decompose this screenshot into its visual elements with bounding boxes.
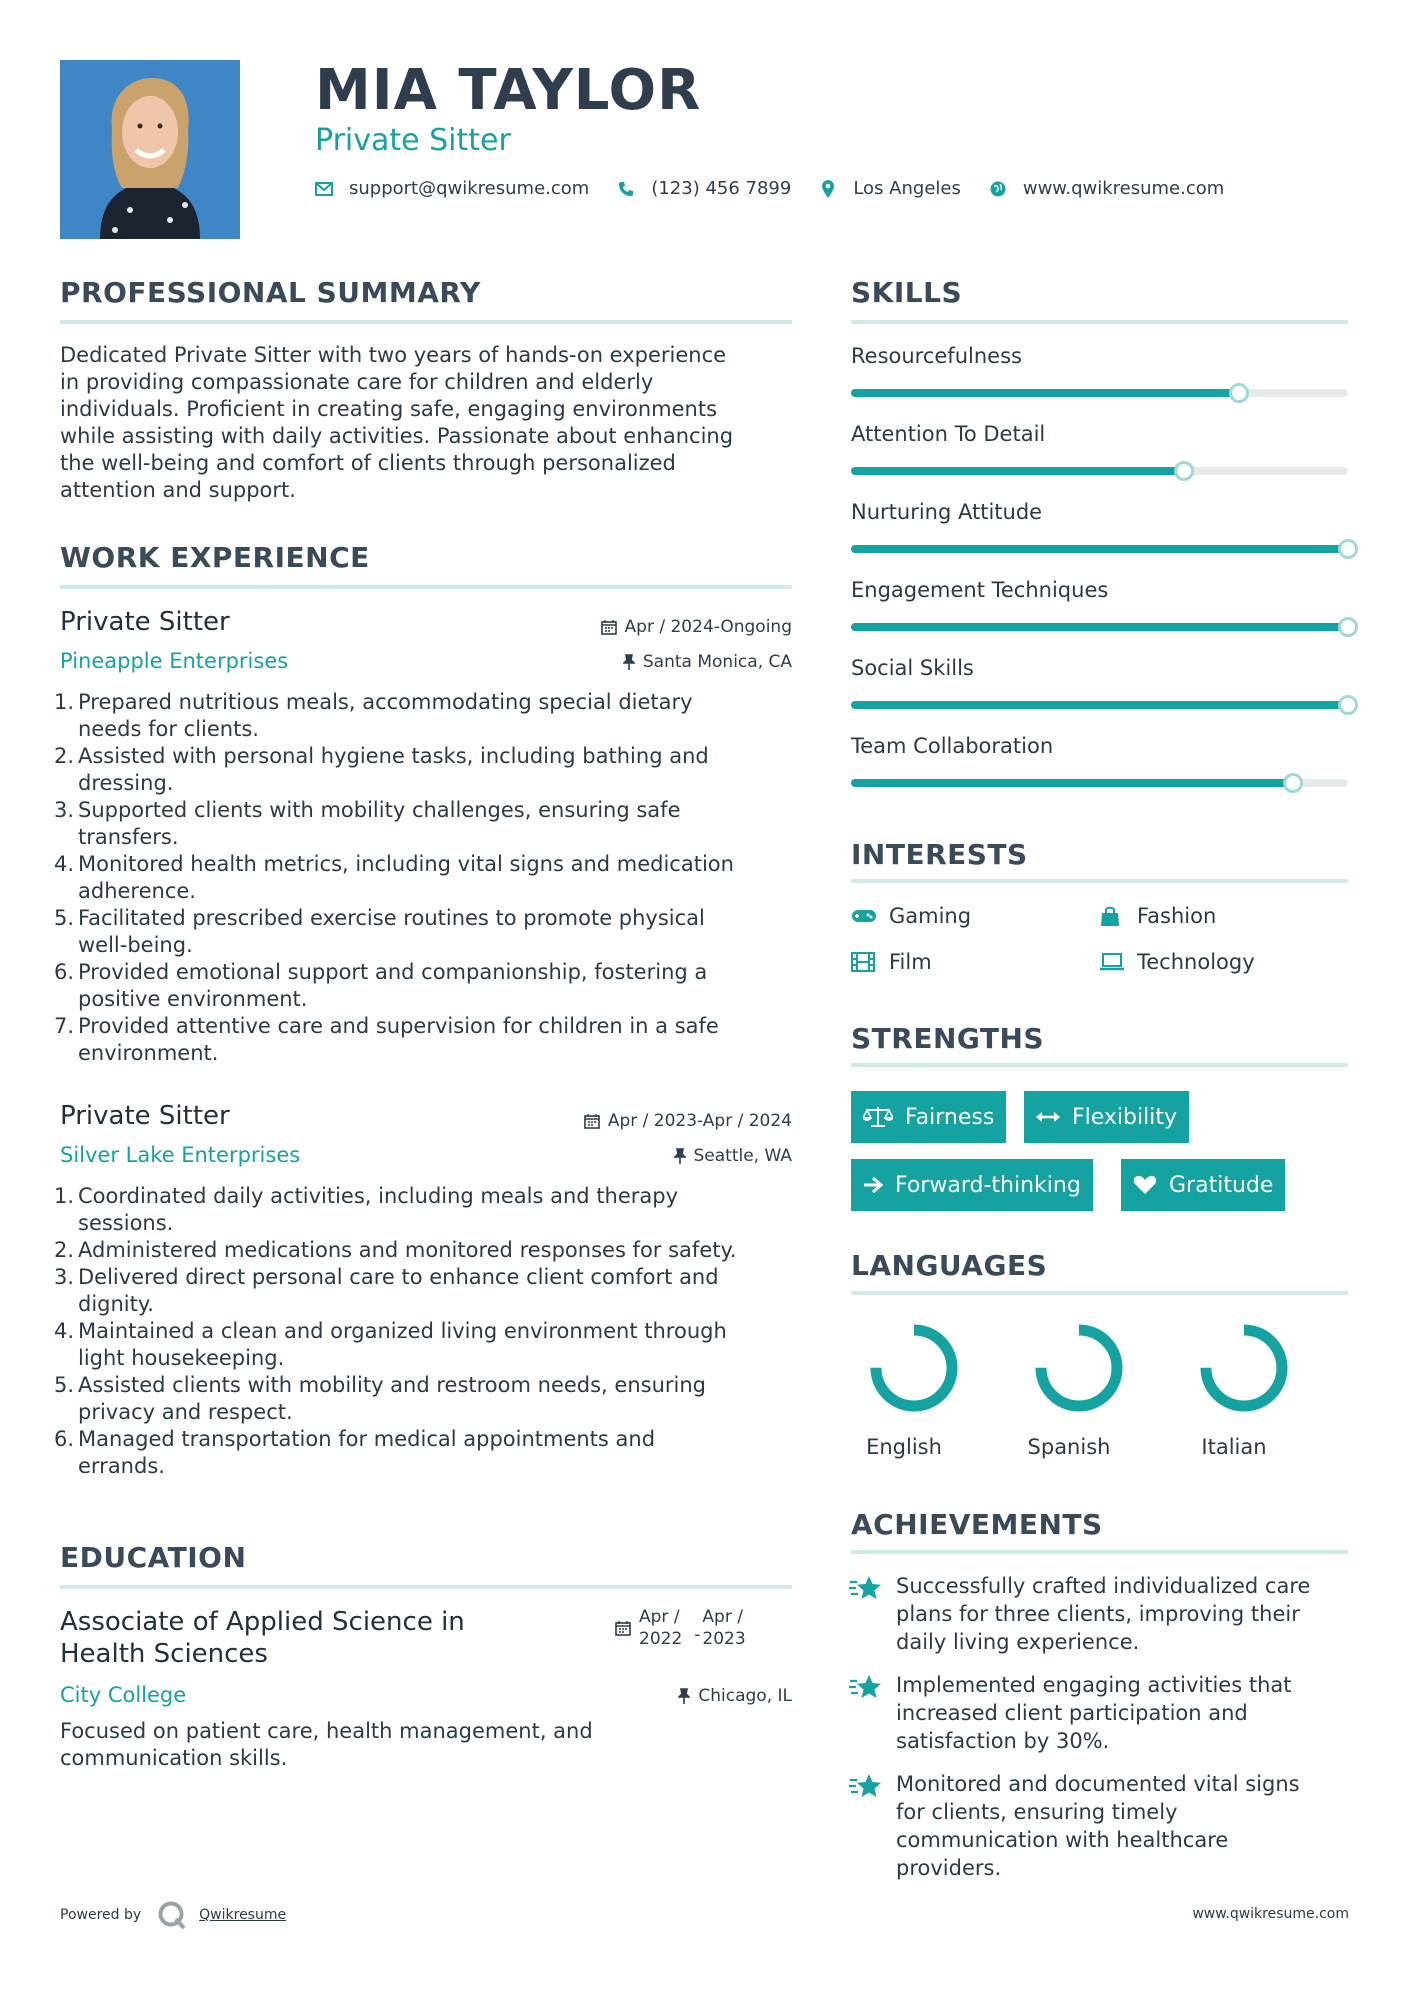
interest-label: Fashion	[1137, 904, 1217, 928]
description-line: Focused on patient care, health management, and	[60, 1719, 593, 1743]
candidate-role: Private Sitter	[315, 123, 511, 158]
job-company: Silver Lake Enterprises	[60, 1143, 301, 1167]
list-item: 3. Delivered direct personal care to enhance client comfort and dignity.	[54, 1265, 719, 1316]
qwikresume-link[interactable]: Qwikresume	[199, 1907, 287, 1923]
summary-line: individuals. Proficient in creating safe, engaging environments	[60, 397, 718, 421]
language-ring	[1164, 1318, 1304, 1422]
language-label: Italian	[1201, 1435, 1267, 1459]
contact-email[interactable]: support@qwikresume.com	[349, 178, 590, 199]
list-item: 4. Maintained a clean and organized living environment through light housekeeping.	[54, 1319, 727, 1370]
contact-bar	[315, 178, 1252, 199]
skill-bar-fill	[851, 623, 1348, 631]
skill-bar	[851, 779, 1348, 787]
list-item: 5. Assisted clients with mobility and restroom needs, ensuring privacy and respect.	[54, 1373, 706, 1424]
skill-bar	[851, 545, 1348, 553]
achievement-line: daily living experience.	[896, 1630, 1140, 1654]
contact-location: Los Angeles	[853, 178, 961, 199]
strength-label: Forward-thinking	[895, 1172, 1081, 1198]
job-title: Private Sitter	[60, 607, 230, 637]
education-heading: EDUCATION	[60, 1541, 247, 1574]
interest-item	[851, 902, 971, 930]
skill-label: Resourcefulness	[851, 344, 1022, 368]
summary-line: while assisting with daily activities. Passionate about enhancing	[60, 424, 734, 448]
summary-text	[60, 342, 800, 504]
skill-bar-knob	[1338, 539, 1358, 559]
balance-scale-icon	[863, 1106, 893, 1128]
interests-divider	[851, 879, 1348, 883]
star-icon	[849, 1673, 883, 1703]
job-location-text: Santa Monica, CA	[642, 652, 792, 672]
skill-bar	[851, 701, 1348, 709]
language-ring-arc	[1206, 1330, 1282, 1406]
strengths-divider	[851, 1063, 1348, 1067]
achievement-line: Implemented engaging activities that	[896, 1673, 1292, 1697]
pushpin-icon	[678, 1688, 690, 1704]
education-date-separator: -	[694, 1625, 701, 1645]
achievements-divider	[851, 1550, 1348, 1554]
qwikresume-logo-icon	[157, 1900, 187, 1930]
achievement-line: providers.	[896, 1856, 1002, 1880]
skill-bar-knob	[1338, 617, 1358, 637]
education-divider	[60, 1585, 792, 1589]
job-dates-text: Apr / 2023-Apr / 2024	[607, 1111, 792, 1131]
summary-heading: PROFESSIONAL SUMMARY	[60, 276, 481, 309]
degree-line: Associate of Applied Science in	[60, 1607, 465, 1637]
skill-bar-fill	[851, 467, 1184, 475]
language-label: Spanish	[1027, 1435, 1111, 1459]
job-location	[500, 1145, 792, 1167]
skill-bar-fill	[851, 389, 1239, 397]
skills-heading: SKILLS	[851, 276, 963, 309]
calendar-icon	[615, 1620, 631, 1636]
summary-line: Dedicated Private Sitter with two years of hands-on experience	[60, 343, 727, 367]
list-item: 6. Provided emotional support and companionship, fostering a positive environment.	[54, 960, 708, 1011]
skill-label: Attention To Detail	[851, 422, 1046, 446]
heart-icon	[1133, 1175, 1157, 1195]
skill-bar-fill	[851, 779, 1293, 787]
education-end: Apr / 2023	[702, 1607, 746, 1649]
strength-label: Fairness	[905, 1104, 995, 1130]
summary-line: the well-being and comfort of clients through personalized	[60, 451, 676, 475]
achievement-line: increased client participation and	[896, 1701, 1248, 1725]
achievements-heading: ACHIEVEMENTS	[851, 1508, 1103, 1541]
list-item: 1. Prepared nutritious meals, accommodating special dietary needs for clients.	[54, 690, 693, 741]
strength-label: Flexibility	[1072, 1104, 1177, 1130]
description-line: communication skills.	[60, 1746, 288, 1770]
achievement-line: satisfaction by 30%.	[896, 1729, 1110, 1753]
star-icon	[849, 1574, 883, 1604]
language-ring-arc	[1041, 1330, 1117, 1406]
contact-website[interactable]: www.qwikresume.com	[1022, 178, 1225, 199]
interests-heading: INTERESTS	[851, 838, 1028, 871]
interest-label: Gaming	[889, 904, 972, 928]
star-icon	[849, 1772, 883, 1802]
job-company: Pineapple Enterprises	[60, 649, 289, 673]
interest-item	[1099, 902, 1216, 930]
skill-bar-knob	[1229, 383, 1249, 403]
list-item: 6. Managed transportation for medical appointments and errands.	[54, 1427, 656, 1478]
skill-label: Nurturing Attitude	[851, 500, 1043, 524]
school-name: City College	[60, 1683, 187, 1707]
education-start: Apr / 2022	[639, 1607, 683, 1649]
language-label: English	[866, 1435, 942, 1459]
degree-title	[60, 1606, 465, 1670]
education-location	[500, 1685, 792, 1707]
globe-icon	[989, 180, 1007, 198]
skill-bar	[851, 467, 1348, 475]
language-ring	[834, 1318, 974, 1422]
film-icon	[851, 951, 879, 973]
pushpin-icon	[623, 654, 635, 670]
interest-label: Film	[889, 950, 932, 974]
education-dates	[615, 1606, 746, 1650]
degree-line: Health Sciences	[60, 1639, 268, 1669]
phone-icon	[617, 180, 635, 198]
list-item: 5. Facilitated prescribed exercise routines to promote physical well-being.	[54, 906, 705, 957]
job-location-text: Seattle, WA	[693, 1146, 792, 1166]
skill-label: Team Collaboration	[851, 734, 1054, 758]
shopping-bag-icon	[1099, 905, 1127, 927]
skill-bar-knob	[1338, 695, 1358, 715]
language-ring	[999, 1318, 1139, 1422]
achievement-line: Successfully crafted individualized care	[896, 1574, 1311, 1598]
skills-divider	[851, 320, 1348, 324]
footer-powered-by	[60, 1900, 286, 1930]
summary-line: attention and support.	[60, 478, 296, 502]
strength-chip	[1024, 1091, 1189, 1143]
arrows-horizontal-icon	[1036, 1111, 1060, 1123]
laptop-icon	[1099, 951, 1127, 973]
summary-divider	[60, 320, 792, 324]
contact-phone[interactable]: (123) 456 7899	[651, 178, 792, 199]
strengths-heading: STRENGTHS	[851, 1022, 1045, 1055]
education-description	[60, 1718, 800, 1772]
skill-bar-knob	[1283, 773, 1303, 793]
achievement-item	[896, 1671, 1346, 1755]
candidate-name: MIA TAYLOR	[315, 58, 702, 123]
interest-label: Technology	[1137, 950, 1255, 974]
achievement-item	[896, 1572, 1346, 1656]
strength-label: Gratitude	[1169, 1172, 1274, 1198]
skill-label: Engagement Techniques	[851, 578, 1109, 602]
interest-item	[1099, 948, 1255, 976]
gamepad-icon	[851, 905, 879, 927]
job-bullets	[54, 1183, 800, 1480]
list-item: 2. Administered medications and monitored responses for safety.	[54, 1238, 737, 1262]
skill-bar	[851, 389, 1348, 397]
footer-url[interactable]: www.qwikresume.com	[1192, 1906, 1349, 1922]
skill-bar	[851, 623, 1348, 631]
experience-divider	[60, 585, 792, 589]
skill-label: Social Skills	[851, 656, 974, 680]
calendar-icon	[601, 619, 617, 635]
profile-photo	[60, 60, 240, 239]
job-dates	[500, 1110, 792, 1132]
skill-bar-knob	[1174, 461, 1194, 481]
experience-heading: WORK EXPERIENCE	[60, 541, 370, 574]
arrow-right-icon	[863, 1176, 883, 1194]
achievement-line: communication with healthcare	[896, 1828, 1229, 1852]
powered-by-text: Powered by	[60, 1907, 142, 1923]
list-item: 3. Supported clients with mobility challenges, ensuring safe transfers.	[54, 798, 681, 849]
achievement-line: for clients, ensuring timely	[896, 1800, 1178, 1824]
language-ring-arc	[876, 1330, 952, 1406]
interest-item	[851, 948, 932, 976]
job-dates	[500, 616, 792, 638]
education-location-text: Chicago, IL	[698, 1686, 792, 1706]
achievement-line: Monitored and documented vital signs	[896, 1772, 1300, 1796]
languages-heading: LANGUAGES	[851, 1249, 1048, 1282]
summary-line: in providing compassionate care for children and elderly	[60, 370, 654, 394]
strength-chip	[1121, 1159, 1285, 1211]
job-dates-text: Apr / 2024-Ongoing	[624, 617, 792, 637]
calendar-icon	[584, 1113, 600, 1129]
strength-chip	[851, 1091, 1006, 1143]
job-title: Private Sitter	[60, 1101, 230, 1131]
strength-chip	[851, 1159, 1093, 1211]
list-item: 7. Provided attentive care and supervision for children in a safe environment.	[54, 1014, 719, 1065]
skill-bar-fill	[851, 545, 1348, 553]
list-item: 1. Coordinated daily activities, including meals and therapy sessions.	[54, 1184, 679, 1235]
achievement-item	[896, 1770, 1346, 1882]
map-pin-icon	[819, 180, 837, 198]
languages-divider	[851, 1291, 1348, 1295]
skill-bar-fill	[851, 701, 1348, 709]
job-location	[500, 651, 792, 673]
achievement-line: plans for three clients, improving their	[896, 1602, 1300, 1626]
envelope-icon	[315, 180, 333, 198]
list-item: 2. Assisted with personal hygiene tasks, including bathing and dressing.	[54, 744, 709, 795]
list-item: 4. Monitored health metrics, including vital signs and medication adherence.	[54, 852, 734, 903]
job-bullets	[54, 689, 800, 1067]
pushpin-icon	[674, 1148, 686, 1164]
